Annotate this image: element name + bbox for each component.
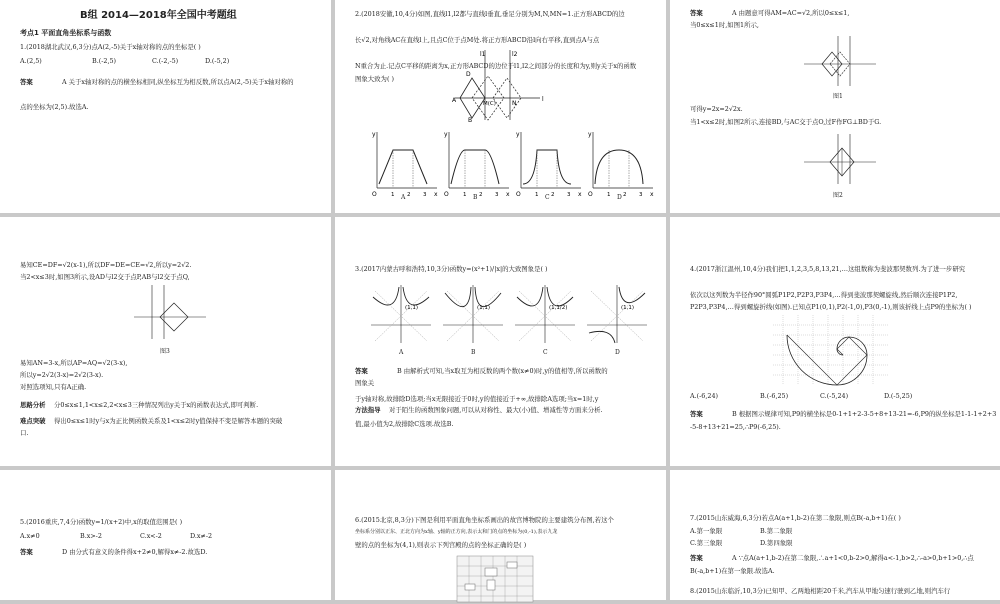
page-2	[335, 0, 666, 213]
option-graph-b	[441, 283, 505, 345]
option-label-d: D	[615, 349, 620, 356]
option-b: B.x>-2	[80, 532, 102, 540]
tick-label: 2	[623, 192, 627, 198]
axis-x-label: x	[578, 191, 582, 198]
answer-text-4: 值,最小值为2,故排除C选项.故选B.	[355, 420, 454, 428]
answer-label: 答案	[20, 78, 33, 86]
tick-label: 1	[607, 192, 611, 198]
option-d: D.x≠-2	[190, 532, 213, 540]
answer-label: 答案	[355, 367, 368, 375]
option-label-c: C	[545, 194, 550, 201]
palace-map-figure	[455, 554, 535, 604]
page-title: B组 2014—2018年全国中考题组	[80, 10, 237, 21]
option-b: B.(-6,25)	[760, 392, 789, 400]
option-d: D.第四象限	[760, 539, 793, 547]
question-2-line-4: 图象大致为( )	[355, 75, 394, 83]
origin-label: O	[444, 191, 449, 198]
axis-y-label: y	[372, 131, 376, 138]
label-n: N	[512, 100, 517, 107]
option-label-a: A	[399, 349, 404, 356]
difficulty-label: 难点突破	[20, 417, 46, 425]
option-b: B.(-2,5)	[92, 57, 117, 65]
analysis-label: 思路分析	[20, 401, 46, 409]
question-6: 6.(2015北京,8,3分)下图是利用平面直角坐标系画出的故宫博物院的主要建筑分布图,若这个	[355, 516, 614, 524]
analysis-text: 分0≤x≤1,1<x≤2,2<x≤3三种情况列出y关于x的函数表达式,即可判断.	[54, 401, 259, 409]
question-2-line-3: N重合为止.记点C平移的距离为x,正方形ABCD的边位于l1,l2之间部分的长度和为y,则y关于x的函数	[355, 62, 637, 70]
axis-y-label: y	[444, 131, 448, 138]
axis-x-label: x	[506, 191, 510, 198]
text-line-3: 易知AN=3-x,所以AP=AQ=√2(3-x),	[20, 359, 128, 367]
option-graph-c	[513, 283, 577, 345]
fibonacci-spiral-figure	[773, 315, 888, 385]
option-c: C.x<-2	[140, 532, 162, 540]
answer-text: A 关于x轴对称的点的横坐标相同,纵坐标互为相反数,所以点A(2,-5)关于x轴对称的	[62, 78, 294, 86]
question-6-line-2: 坐标系分别以正东、正北方向为x轴、y轴的正方向,表示太和门的点的坐标为(0,-1),表示九龙	[355, 529, 558, 535]
page-7	[0, 470, 331, 600]
question-1: 1.(2018湖北武汉,6,3分)点A(2,-5)关于x轴对称的点的坐标是( )	[20, 43, 201, 51]
answer-label: 答案	[690, 410, 703, 418]
label-a: A	[452, 97, 457, 104]
section-heading: 考点1 平面直角坐标系与函数	[20, 29, 112, 37]
question-4-line-2: 依次以这列数为半径作90°圆弧P1P2,P2P3,P3P4,…得到斐波那契螺旋线,然后顺次连接P1P2,	[690, 291, 958, 299]
tick-label: 3	[639, 192, 643, 198]
option-graph-d	[585, 283, 649, 345]
page-5	[335, 217, 666, 466]
question-3: 3.(2017内蒙古呼和浩特,10,3分)函数y=(x²+1)/|x|的大致图象是( )	[355, 265, 548, 273]
question-6-line-3: 壁的点的坐标为(4,1),则表示下列宫殿的点的坐标正确的是( )	[355, 541, 527, 549]
point-label: (1,1)	[621, 305, 635, 311]
figure-1-caption: 图1	[833, 93, 843, 100]
option-c: C.(-5,24)	[820, 392, 849, 400]
label-l: l	[542, 96, 544, 103]
tick-label: 3	[567, 192, 571, 198]
option-graph-b	[443, 128, 513, 203]
page-6	[670, 217, 1000, 466]
option-label-b: B	[471, 349, 476, 356]
answer-text-2: B(-a,b+1)在第一象限.故选A.	[690, 567, 775, 575]
tick-label: 2	[479, 192, 483, 198]
answer-text-2: 当0≤x≤1时,如图1所示,	[690, 21, 759, 29]
method-label: 方法指导	[355, 406, 381, 414]
page-4	[0, 217, 331, 466]
difficulty-text-2: 口.	[20, 429, 29, 437]
answer-text: B 根据图示规律可知,P9的横坐标是0-1+1+2-3-5+8+13-21=-6,P9的纵坐标是1-1-1+2+3	[732, 410, 997, 418]
option-a: A.第一象限	[690, 527, 723, 535]
option-graph-a	[371, 128, 441, 203]
answer-text-4: 当1<x≤2时,如图2所示,连接BD,与AC交于点O,过F作FG⊥BD于G.	[690, 118, 882, 126]
label-b: B	[468, 117, 473, 124]
answer-text: A ∵点A(a+1,b-2)在第二象限,∴a+1<0,b-2>0,解得a<-1,b>2,∴-a>0,b+1>0,∴点	[732, 554, 974, 562]
option-a: A.(-6,24)	[690, 392, 719, 400]
answer-text-2: -5-8+13+21=25,∴P9(-6,25).	[690, 423, 781, 431]
question-4-line-3: P2P3,P3P4,…得到螺旋折线(如图).已知点P1(0,1),P2(-1,0),P3(0,-1),则该折线上点P9的坐标为( )	[690, 303, 972, 311]
method-text: 对于陌生的函数图象问题,可以从对称性、最大(小)值、增减性等方面来分析.	[389, 406, 603, 414]
tick-label: 3	[423, 192, 427, 198]
answer-text: B 由解析式可知,当x取互为相反数的两个数(x≠0)时,y的值相等,所以函数的	[397, 367, 608, 375]
tick-label: 3	[495, 192, 499, 198]
option-graph-a	[369, 283, 433, 345]
option-label-b: B	[473, 194, 478, 201]
axis-x-label: x	[434, 191, 438, 198]
tick-label: 1	[535, 192, 539, 198]
text-line-2: 当2<x≤3时,如图3所示,设AD与l2交于点P,AB与l2交于点Q,	[20, 273, 190, 281]
option-label-a: A	[401, 194, 406, 201]
figure-3	[130, 283, 210, 343]
answer-label: 答案	[690, 554, 703, 562]
page-9	[670, 470, 1000, 600]
option-graph-c	[515, 128, 585, 203]
tick-label: 2	[551, 192, 555, 198]
text-line-4: 所以y=2√2(3-x)=2√2(3-x).	[20, 371, 104, 379]
figure-3-caption: 图3	[160, 348, 170, 355]
answer-text-2: 图象关	[355, 379, 375, 387]
tick-label: 1	[391, 192, 395, 198]
axis-y-label: y	[516, 131, 520, 138]
point-label: (1,1)	[405, 305, 419, 311]
text-line-5: 对照选项知,只有A正确.	[20, 383, 87, 391]
figure-2	[800, 132, 880, 187]
option-c: C.(-2,-5)	[152, 57, 179, 65]
option-d: D.(-5,2)	[205, 57, 230, 65]
label-l1: l1	[480, 51, 486, 58]
answer-text-3: 可得y=2x=2√2x.	[690, 105, 743, 113]
option-a: A.(2,5)	[20, 57, 42, 65]
question-2-line-2: 长√2,对角线AC在直线l上,且点C位于点M处.将正方形ABCD沿l向右平移,直到点A与点	[355, 36, 600, 44]
figure-1	[800, 34, 880, 89]
tick-label: 2	[407, 192, 411, 198]
point-label: (1,1)	[477, 305, 491, 311]
origin-label: O	[516, 191, 521, 198]
answer-text: D 由分式有意义的条件得x+2≠0,解得x≠-2.故选D.	[62, 548, 208, 556]
page-8	[335, 470, 666, 600]
option-label-c: C	[543, 349, 548, 356]
label-l2: l2	[512, 51, 518, 58]
figure-2-caption: 图2	[833, 192, 843, 199]
page-3	[670, 0, 1000, 213]
answer-text: A 由题意可得AM=AC=√2,所以0≤x≤1,	[732, 9, 850, 17]
option-c: C.第三象限	[690, 539, 723, 547]
question-5: 5.(2016重庆,7,4分)函数y=1/(x+2)中,x的取值范围是( )	[20, 518, 183, 526]
option-b: B.第二象限	[760, 527, 793, 535]
answer-text-3: 于y轴对称,故排除D选项;当x无限接近于0时,y的值接近于+∞,故排除A选项;当x=1时,y	[355, 395, 599, 403]
answer-label: 答案	[690, 9, 703, 17]
question-7: 7.(2015山东威海,6,3分)若点A(a+1,b-2)在第二象限,则点B(-a,b+1)在( )	[690, 514, 901, 522]
question-2: 2.(2018安徽,10,4分)如图,直线l1,l2都与直线l垂直,垂足分别为M,N,MN=1.正方形ABCD的边	[355, 10, 625, 18]
label-d: D	[466, 71, 471, 78]
option-d: D.(-5,25)	[884, 392, 913, 400]
answer-text-2: 点的坐标为(2,5).故选A.	[20, 103, 89, 111]
origin-label: O	[372, 191, 377, 198]
label-mc: M(C)	[483, 101, 496, 107]
text-line-1: 易知CE=DF=√2(x-1),所以DF=DE=CE=√2,所以y=2√2.	[20, 261, 192, 269]
tick-label: 1	[463, 192, 467, 198]
axis-x-label: x	[650, 191, 654, 198]
answer-label: 答案	[20, 548, 33, 556]
question-8: 8.(2015山东临沂,10,3分)已知甲、乙两地相距20千米,汽车从甲地匀速行驶到乙地,则汽车行	[690, 587, 951, 595]
difficulty-text: 得出0≤x≤1时y与x为正比例函数关系及1<x≤2时y值保持不变是解答本题的突破	[54, 417, 283, 425]
option-label-d: D	[617, 194, 622, 201]
square-translation-figure	[450, 48, 550, 123]
point-label: (1,1/2)	[549, 305, 568, 311]
axis-y-label: y	[588, 131, 592, 138]
question-4: 4.(2017浙江温州,10,4分)我们把1,1,2,3,5,8,13,21,…这组数称为斐波那契数列.为了进一步研究	[690, 265, 966, 273]
option-a: A.x≠0	[20, 532, 40, 540]
page-1	[0, 0, 331, 213]
origin-label: O	[588, 191, 593, 198]
option-graph-d	[587, 128, 657, 203]
